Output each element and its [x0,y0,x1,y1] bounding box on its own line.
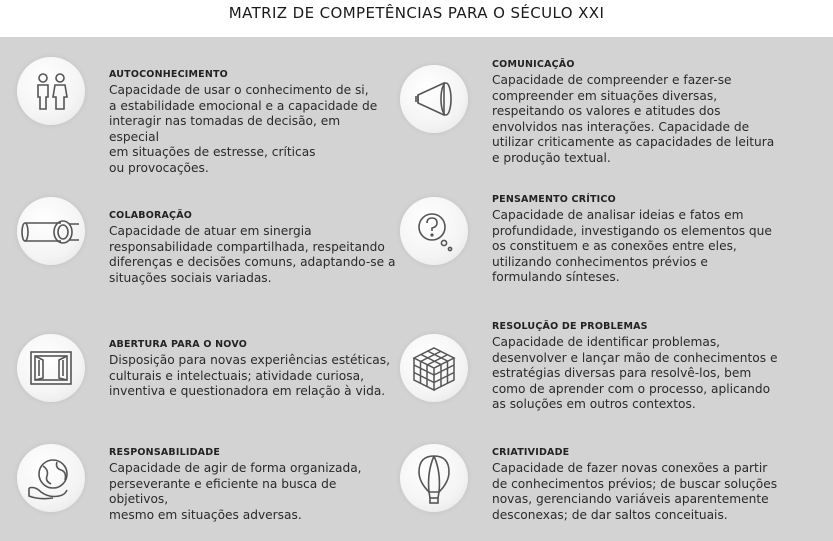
competency-heading: COMUNICAÇÃO [492,59,575,70]
description-line: a estabilidade emocional e a capacidade de [109,98,378,113]
description-line: Capacidade de analisar ideias e fatos em [492,208,744,222]
description-line: Capacidade de usar o conhecimento de si, [109,83,369,97]
description-line: formulando sínteses. [492,270,620,285]
description-line: as soluções em outros contextos. [492,397,696,412]
competency-description [492,73,822,167]
description-line: mesmo em situações adversas. [109,507,302,522]
description-line: Disposição para novas experiências estéticas, [109,353,391,367]
description-line: responsabilidade compartilhada, respeitando [109,239,385,254]
description-line: Capacidade de fazer novas conexões a partir [492,461,768,475]
rubiks-cube-icon [400,334,468,402]
description-line: interagir nas tomadas de decisão, em especial [109,114,341,144]
description-line: diferenças e decisões comuns, adaptando-se a [109,255,396,270]
description-line: profundidade, investigando os elementos que [492,223,772,238]
competency-heading: AUTOCONHECIMENTO [109,69,228,80]
page-title: MATRIZ DE COMPETÊNCIAS PARA O SÉCULO XXI [228,4,605,22]
competency-heading: COLABORAÇÃO [109,210,193,221]
description-line: Capacidade de identificar problemas, [492,335,721,349]
description-line: compreender em situações diversas, [492,88,718,103]
description-line: Capacidade de atuar em sinergia [109,224,312,238]
description-line: utilizar criticamente as capacidades de leitura [492,135,775,150]
description-line: envolvidos nas interações. Capacidade de [492,119,750,134]
question-bubble-icon [400,197,468,265]
competency-heading: RESPONSABILIDADE [109,447,221,458]
hand-globe-icon [17,444,85,512]
description-line: de conhecimentos prévios; de buscar soluções [492,476,778,491]
competencies-panel [0,37,833,541]
description-line: os constituem e as conexões entre eles, [492,239,737,254]
hot-air-balloon-icon [400,444,468,512]
description-line: Capacidade de compreender e fazer-se [492,73,732,87]
competency-description [492,461,822,523]
description-line: situações sociais variadas. [109,270,272,285]
description-line: perseverante e eficiente na busca de objetivos, [109,476,337,507]
person-silhouettes-icon [17,57,85,125]
description-line: novas, gerenciando variáveis aparentemente [492,492,769,507]
description-line: desenvolver e lançar mão de conhecimentos e [492,350,778,365]
competency-description [109,83,389,177]
description-line: utilizando conhecimentos prévios e [492,254,708,269]
description-line: Capacidade de agir de forma organizada, [109,461,362,475]
competency-heading: PENSAMENTO CRÍTICO [492,194,616,205]
competency-heading: ABERTURA PARA O NOVO [109,339,247,350]
description-line: ou provocações. [109,160,209,175]
linked-tubes-icon [17,197,85,265]
description-line: inventiva e questionadora em relação à vida. [109,384,386,399]
description-line: estratégias diversas para resolvê-los, bem [492,366,752,381]
competency-description [492,208,822,286]
description-line: em situações de estresse, críticas [109,145,316,160]
competency-description [109,224,399,286]
description-line: respeitando os valores e atitudes dos [492,104,721,119]
competency-heading: RESOLUÇÃO DE PROBLEMAS [492,321,648,332]
megaphone-icon [400,65,468,133]
competency-description [109,461,399,523]
description-line: como de aprender com o processo, aplicando [492,381,771,396]
description-line: e produção textual. [492,150,611,165]
competency-description [492,335,822,413]
competency-description [109,353,399,400]
open-window-icon [17,334,85,402]
competency-heading: CRIATIVIDADE [492,447,570,458]
description-line: culturais e intelectuais; atividade curiosa, [109,368,364,383]
description-line: desconexas; de dar saltos conceituais. [492,507,728,522]
